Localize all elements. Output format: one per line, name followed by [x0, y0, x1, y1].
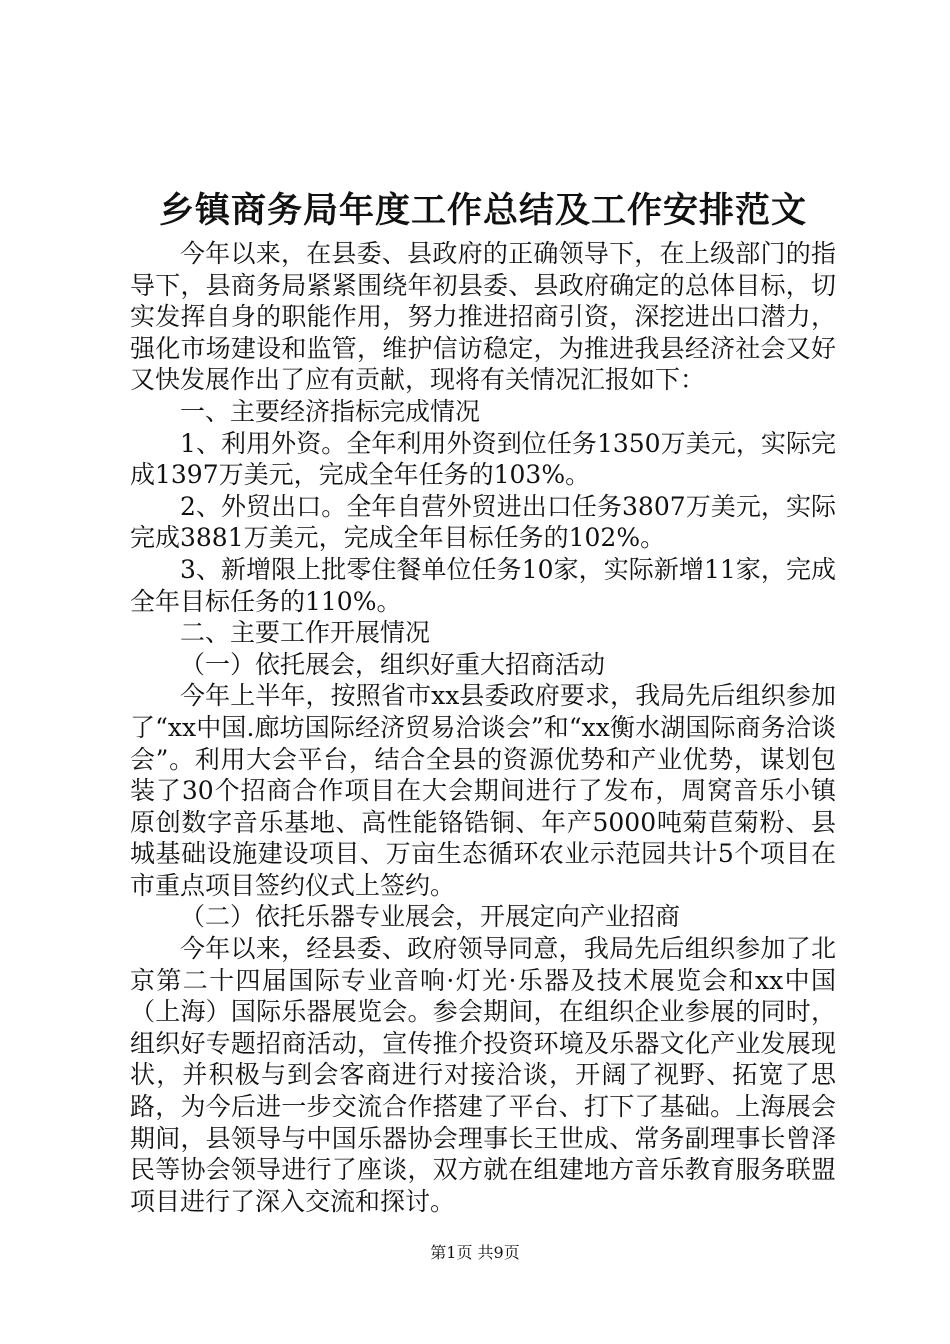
subsection-heading-2: （二）依托乐器专业展会，开展定向产业招商: [180, 902, 681, 932]
subsection-heading-1: （一）依托展会，组织好重大招商活动: [180, 649, 606, 679]
document-page: [130, 188, 836, 1217]
indicator-foreign-investment: 1、利用外资。全年利用外资到位任务1350万美元，实际完成1397万美元，完成全年任务的103%。: [130, 428, 836, 490]
instrument-expo-paragraph: 今年以来，经县委、政府领导同意，我局先后组织参加了北京第二十四届国际专业音响·灯光·乐器及技术展览会和xx中国（上海）国际乐器展览会。参会期间，在组织企业参展的同时，组织好专题招商活动，宣传推介投资环境及乐器文化产业发展现状，并积极与到会客商进行对接洽谈，开阔了视野、拓宽了思路，为今后进一步交流合作搭建了平台、打下了基础。上海展会期间，县领导与中国乐器协会理事长王世成、常务副理事长曾泽民等协会领导进行了座谈，双方就在组建地方音乐教育服务联盟项目进行了深入交流和探讨。: [130, 934, 836, 1216]
indicator-foreign-trade: 2、外贸出口。全年自营外贸进出口任务3807万美元，实际完成3881万美元，完成全年目标任务的102%。: [130, 491, 836, 553]
document-title: 乡镇商务局年度工作总结及工作安排范文: [158, 190, 807, 231]
document-body: [130, 238, 836, 1217]
section-heading-2: 二、主要工作开展情况: [180, 618, 431, 648]
page-footer: 第1页 共9页: [430, 1243, 520, 1262]
intro-paragraph: 今年以来，在县委、县政府的正确领导下，在上级部门的指导下，县商务局紧紧围绕年初县委、县政府确定的总体目标，切实发挥自身的职能作用，努力推进招商引资，深挖进出口潜力，强化市场建设和监管，维护信访稳定，为推进我县经济社会又好又快发展作出了应有贡献，现将有关情况汇报如下：: [130, 239, 836, 395]
indicator-retail-units: 3、新增限上批零住餐单位任务10家，实际新增11家，完成全年目标任务的110%。: [130, 554, 836, 616]
expo-investment-paragraph: 今年上半年，按照省市xx县委政府要求，我局先后组织参加了“xx中国.廊坊国际经济贸易洽谈会”和“xx衡水湖国际商务洽谈会”。利用大会平台，结合全县的资源优势和产业优势，谋划包装了30个招商合作项目在大会期间进行了发布，周窝音乐小镇原创数字音乐基地、高性能铬锆铜、年产5000吨菊苣菊粉、县城基础设施建设项目、万亩生态循环农业示范园共计5个项目在市重点项目签约仪式上签约。: [130, 681, 836, 900]
section-heading-1: 一、主要经济指标完成情况: [180, 396, 481, 426]
